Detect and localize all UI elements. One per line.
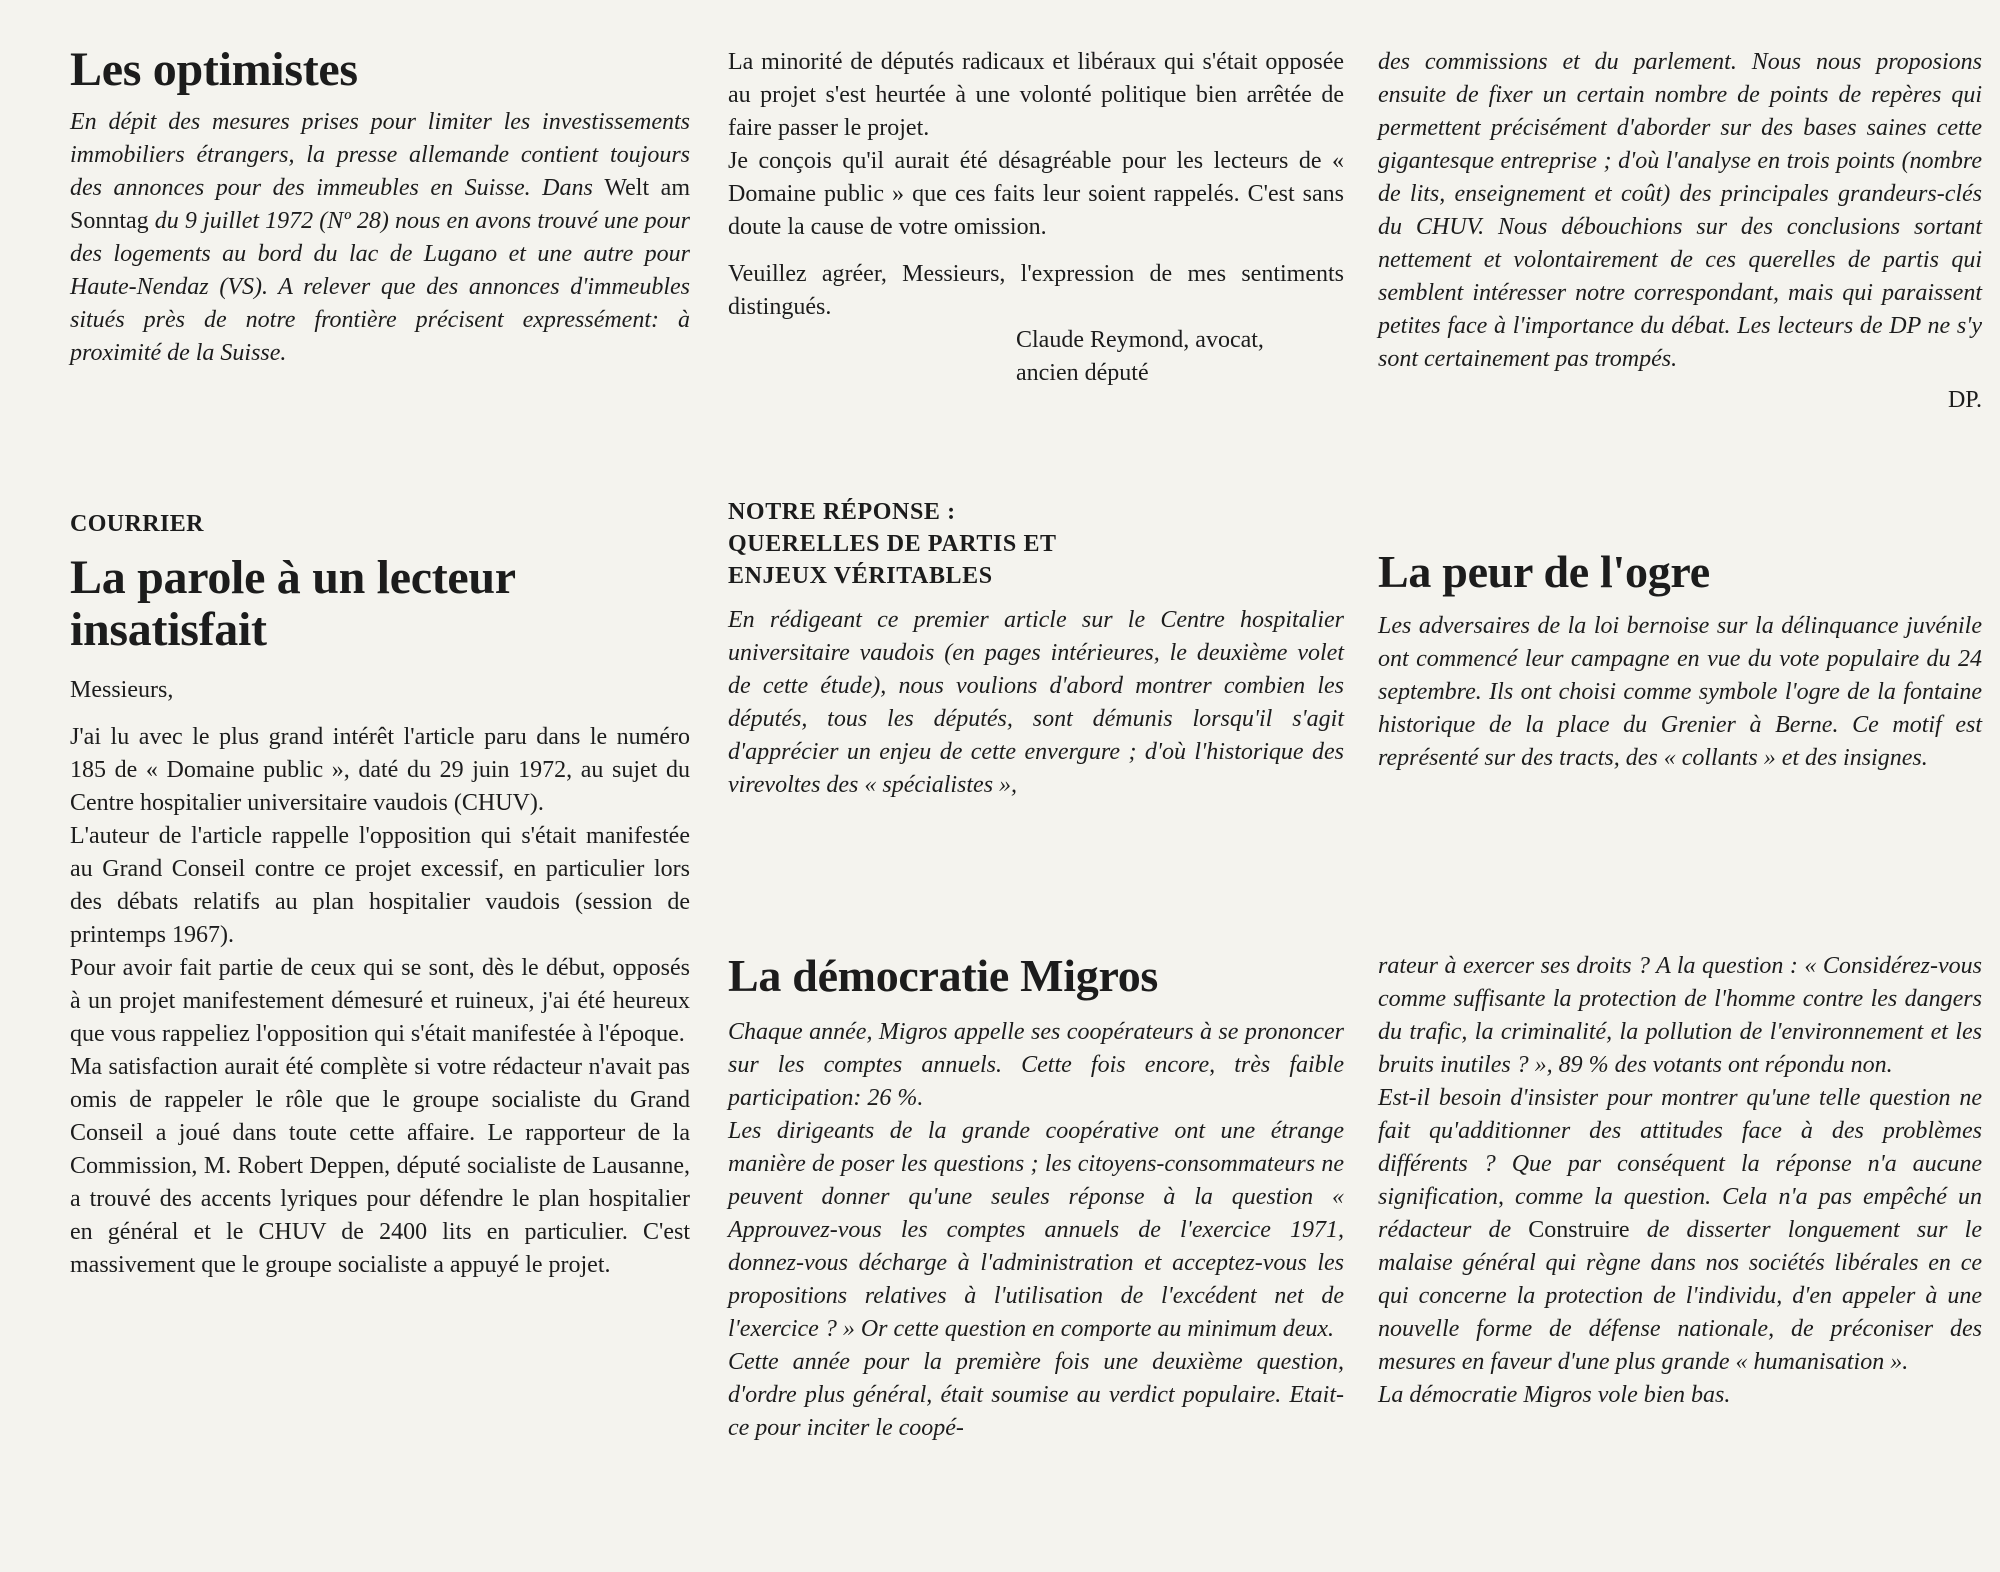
reponse-paragraph: En rédigeant ce premier article sur le Centre hospitalier universitaire vaudois (en pages intérieures, le deuxième volet de cette étude), nous voulions d'abord montrer combien les députés, tous les députés, sont démunis lorsqu'il s'agit d'apprécier un enjeu de cette envergure ; d'où l'historique des virevoltes des « spécialistes », <box>728 607 1344 798</box>
headline-peur-ogre: La peur de l'ogre <box>1378 546 1710 597</box>
ogre-paragraph: Les adversaires de la loi bernoise sur la délinquance juvénile ont commencé leur campagne en vue du vote populaire du 24 septembre. Ils ont choisi comme symbole l'ogre de la fontaine historique de la place du Grenier à Berne. Ce motif est représenté sur des tracts, des « collants » et des insignes. <box>1378 613 1982 771</box>
optimistes-intro: En dépit des mesures prises pour limiter les investissements immobiliers étrangers, la presse allemande contient toujours des annonces pour des immeubles en Suisse. Dans Welt am Sonntag du 9 juillet 1972 (Nº 28) nous en avons trouvé une pour des logements au bord du lac de Lugano et une autre pour Haute-Nendaz (VS). A relever que des annonces d'immeubles situés près de notre frontière précisent expressément: à proximité de la Suisse. <box>70 109 691 366</box>
reponse-heading-line: QUERELLES DE PARTIS ET <box>728 531 1057 557</box>
letter-paragraph: J'ai lu avec le plus grand intérêt l'article paru dans le numéro 185 de « Domaine public », daté du 29 juin 1972, au sujet du Centre hospitalier universitaire vaudois (CHUV). <box>70 724 690 816</box>
reponse-paragraph: des commissions et du parlement. Nous nous proposions ensuite de fixer un certain nombre de points de repères qui permettent précisément d'aborder sur des bases saines cette gigantesque entreprise ; d'où l'analyse en trois points (nombre de lits, enseignement et coût) des principales grandeurs-clés du CHUV. Nous débouchions sur des conclusions sortant nettement et volontairement de ces querelles de partis qui semblent intéresser notre correspondant, mais qui paraissent petites face à l'importance du débat. Les lecteurs de DP ne s'y sont certainement pas trompés. <box>1378 49 1982 372</box>
reponse-heading-line: NOTRE RÉPONSE : <box>728 499 956 525</box>
notre-reponse <box>728 496 1344 802</box>
article-democratie-migros <box>728 950 1344 1445</box>
letter-signature-name: Claude Reymond, avocat, <box>1016 327 1264 353</box>
reponse-heading-line: ENJEUX VÉRITABLES <box>728 563 993 589</box>
migros-continuation <box>1378 950 1982 1412</box>
migros-paragraph: Cette année pour la première fois une deuxième question, d'ordre plus général, était soumise au verdict populaire. Etait-ce pour inciter le coopé- <box>728 1349 1344 1441</box>
migros-paragraph: Chaque année, Migros appelle ses coopérateurs à se prononcer sur les comptes annuels. Cette fois encore, très faible participation: 26 %. <box>728 1019 1344 1111</box>
letter-salutation: Messieurs, <box>70 677 174 703</box>
migros-paragraph: Les dirigeants de la grande coopérative ont une étrange manière de poser les questions ; les citoyens-consommateurs ne peuvent donner qu'une seules réponse à la question « Approuvez-vous les comptes annuels de l'exercice 1971, donnez-vous décharge à l'administration et acceptez-vous les propositions relatives à l'utilisation de l'excédent net de l'exercice ? » Or cette question en comporte au minimum deux. <box>728 1118 1344 1342</box>
publication-name: Welt am Sonntag <box>70 175 691 234</box>
headline-les-optimistes: Les optimistes <box>70 43 358 96</box>
reponse-continuation <box>1378 46 1982 417</box>
migros-paragraph: Est-il besoin d'insister pour montrer qu'une telle question ne fait qu'additionner des attitudes face à des problèmes différents ? Que par conséquent la réponse n'a aucune signification, comme la question. Cela n'a pas empêché un rédacteur de Construire de disserter longuement sur le malaise général qui règne dans nos sociétés libérales en ce qui concerne la protection de l'individu, d'en appeler à une nouvelle forme de défense nationale, de préconiser des mesures en faveur d'une plus grande « humanisation ». <box>1378 1085 1982 1375</box>
letter-paragraph: Pour avoir fait partie de ceux qui se sont, dès le début, opposés à un projet manifestement démesuré et ruineux, j'ai été heureux que vous rappeliez l'opposition qui s'était manifestée à l'époque. <box>70 955 690 1047</box>
letter-continuation <box>728 46 1344 390</box>
letter-signature-title: ancien député <box>1016 360 1149 386</box>
article-peur-ogre <box>1378 546 1982 775</box>
migros-paragraph: rateur à exercer ses droits ? A la question : « Considérez-vous comme suffisante la protection de l'homme contre les dangers du trafic, la criminalité, la pollution de l'environnement et les bruits inutiles ? », 89 % des votants ont répondu non. <box>1378 953 1982 1078</box>
letter-paragraph: Ma satisfaction aurait été complète si votre rédacteur n'avait pas omis de rappeler le rôle que le groupe socialiste du Grand Conseil a joué dans toute cette affaire. Le rapporteur de la Commission, M. Robert Deppen, député socialiste de Lausanne, a trouvé des accents lyriques pour défendre le plan hospitalier en général et le CHUV de 2400 lits en particulier. C'est massivement que le groupe socialiste a appuyé le projet. <box>70 1054 690 1278</box>
headline-lecteur-insatisfait: La parole à un lecteur insatisfait <box>70 551 515 656</box>
letter-closing: Veuillez agréer, Messieurs, l'expression de mes sentiments distingués. <box>728 261 1344 320</box>
publication-name: Construire <box>1528 1217 1630 1243</box>
letter-paragraph: L'auteur de l'article rappelle l'opposition qui s'était manifestée au Grand Conseil contre ce projet excessif, en particulier lors des débats relatifs au plan hospitalier vaudois (session de printemps 1967). <box>70 823 690 948</box>
headline-democratie-migros: La démocratie Migros <box>728 950 1159 1001</box>
migros-closing: La démocratie Migros vole bien bas. <box>1378 1382 1731 1408</box>
letter-paragraph: La minorité de députés radicaux et libéraux qui s'était opposée au projet s'est heurtée à une volonté politique bien arrêtée de faire passer le projet. <box>728 49 1344 141</box>
reponse-signature: DP. <box>1947 387 1982 413</box>
letter-paragraph: Je conçois qu'il aurait été désagréable pour les lecteurs de « Domaine public » que ces faits leur soient rappelés. C'est sans doute la cause de votre omission. <box>728 148 1344 240</box>
section-kicker: COURRIER <box>70 511 204 537</box>
article-les-optimistes <box>70 44 690 370</box>
article-courrier <box>70 508 690 1282</box>
